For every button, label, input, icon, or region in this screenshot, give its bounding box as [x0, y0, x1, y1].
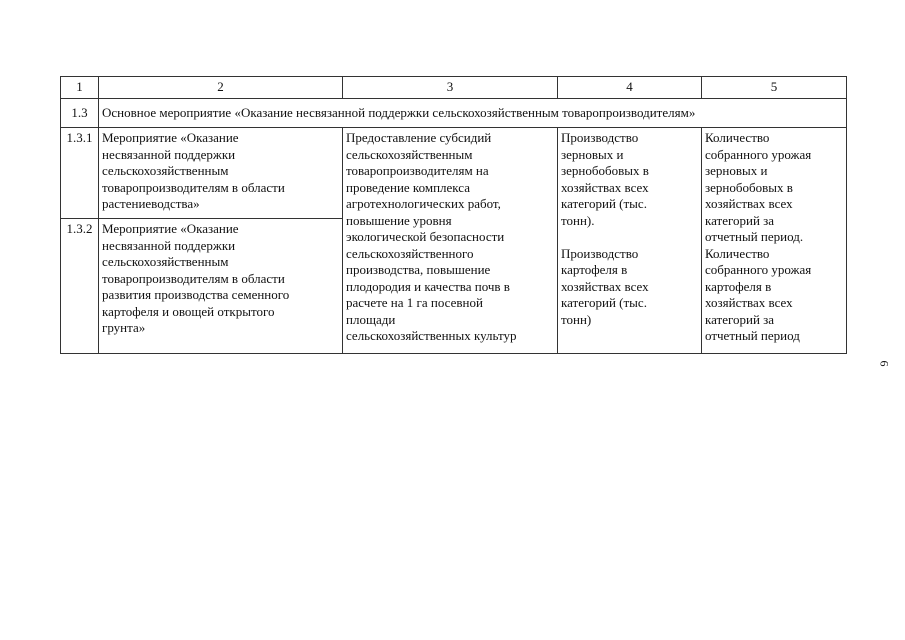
program-table [60, 76, 847, 354]
section-row [61, 99, 847, 128]
header-col-4: 4 [558, 77, 702, 99]
description-cell: Предоставление субсидий сельскохозяйственным товаропроизводителям на проведение комплекса агротехнологических работ, повышение уровня экологической безопасности сельскохозяйственного производства, повышение плодородия и качества почв в расчете на 1 га посевной площади сельскохозяйственных культур [343, 128, 558, 354]
row-number: 1.3.1 [61, 128, 99, 219]
header-col-5: 5 [702, 77, 847, 99]
row-number: 1.3.2 [61, 219, 99, 354]
section-title: Основное мероприятие «Оказание несвязанной поддержки сельскохозяйственным товаропроизводителям» [99, 99, 847, 128]
header-col-3: 3 [343, 77, 558, 99]
row-name: Мероприятие «Оказание несвязанной поддержки сельскохозяйственным товаропроизводителям в области развития производства семенного картофеля и овощей открытого грунта» [99, 219, 343, 354]
indicator-cell: Производство зерновых и зернобобовых в хозяйствах всех категорий (тыс. тонн). Производство картофеля в хозяйствах всех категорий (тыс. тонн) [558, 128, 702, 354]
header-col-2: 2 [99, 77, 343, 99]
result-cell: Количество собранного урожая зерновых и зернобобовых в хозяйствах всех категорий за отчетный период. Количество собранного урожая картофеля в хозяйствах всех категорий за отчетный период [702, 128, 847, 354]
table-row [61, 128, 847, 219]
row-name: Мероприятие «Оказание несвязанной поддержки сельскохозяйственным товаропроизводителям в области растениеводства» [99, 128, 343, 219]
header-col-1: 1 [61, 77, 99, 99]
header-row [61, 77, 847, 99]
page-number: 6 [877, 360, 892, 367]
section-number: 1.3 [61, 99, 99, 128]
